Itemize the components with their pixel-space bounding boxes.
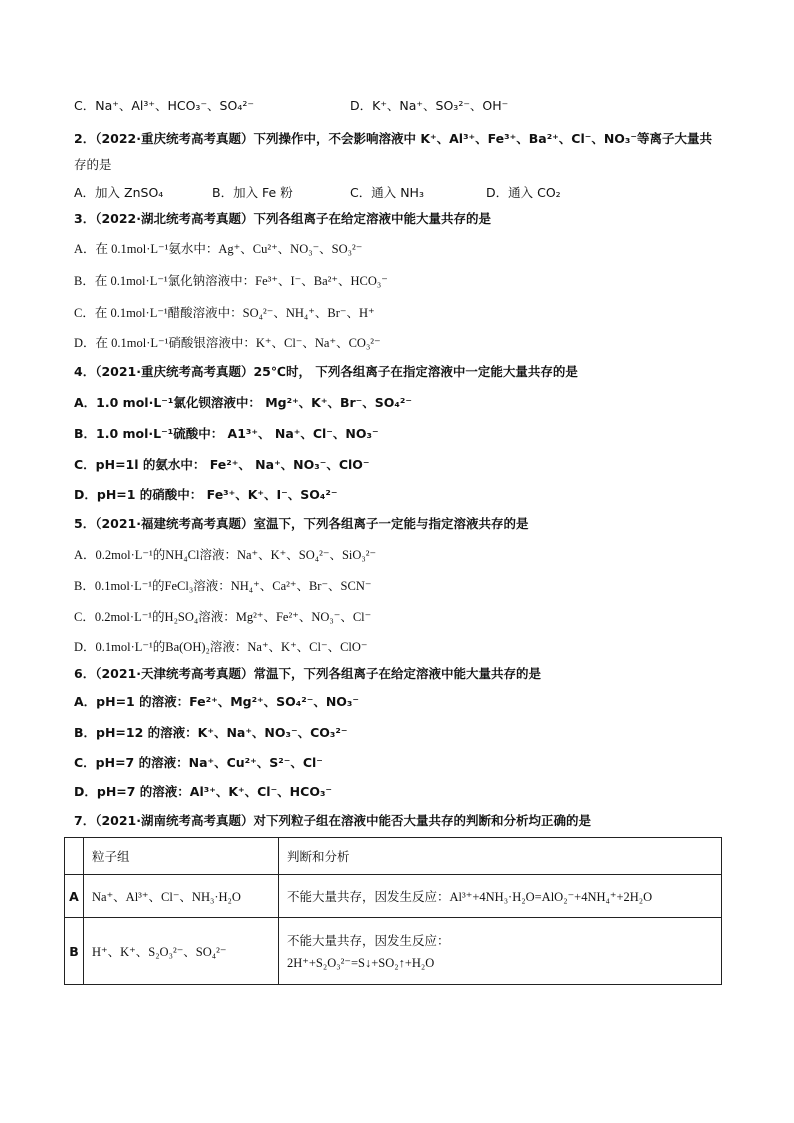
- q2-option-d: D．通入 CO₂: [486, 185, 561, 200]
- q5-option-b: B．0.1mol·L⁻¹的FeCl₃溶液：NH₄⁺、Ca²⁺、Br⁻、SCN⁻: [74, 579, 372, 593]
- row-label-a: A: [65, 875, 84, 918]
- row-b-particles: H⁺、K⁺、S₂O₃²⁻、SO₄²⁻: [84, 918, 279, 985]
- q2-option-b: B．加入 Fe 粉: [212, 185, 293, 200]
- q3-option-d: D．在 0.1mol·L⁻¹硝酸银溶液中：K⁺、Cl⁻、Na⁺、CO₃²⁻: [74, 336, 381, 350]
- q4-option-d: D．pH=1 的硝酸中： Fe³⁺、K⁺、I⁻、SO₄²⁻: [74, 487, 338, 502]
- question-2-stem: 2．（2022·重庆统考高考真题）下列操作中，不会影响溶液中 K⁺、Al³⁺、Fe³⁺、Ba²⁺、Cl⁻、NO₃⁻等离子大量共: [74, 131, 712, 146]
- table-header-particles: 粒子组: [84, 838, 279, 875]
- q5-option-d: D．0.1mol·L⁻¹的Ba(OH)₂溶液：Na⁺、K⁺、Cl⁻、ClO⁻: [74, 640, 368, 654]
- question-6-stem: 6．（2021·天津统考高考真题）常温下，下列各组离子在给定溶液中能大量共存的是: [74, 666, 541, 681]
- q2-option-c: C．通入 NH₃: [350, 185, 424, 200]
- table-header-analysis: 判断和分析: [279, 838, 722, 875]
- q6-option-c: C．pH=7 的溶液：Na⁺、Cu²⁺、S²⁻、Cl⁻: [74, 755, 323, 770]
- question-5-stem: 5．（2021·福建统考高考真题）室温下，下列各组离子一定能与指定溶液共存的是: [74, 516, 529, 531]
- table-row: [65, 918, 722, 985]
- q4-option-b: B．1.0 mol·L⁻¹硫酸中： A1³⁺、 Na⁺、Cl⁻、NO₃⁻: [74, 426, 379, 441]
- row-label-b: B: [65, 918, 84, 985]
- question-2-stem-cont: 存的是: [74, 157, 112, 172]
- table-header-row: [65, 838, 722, 875]
- q3-option-c: C．在 0.1mol·L⁻¹醋酸溶液中：SO₄²⁻、NH₄⁺、Br⁻、H⁺: [74, 306, 375, 320]
- q5-option-c: C．0.2mol·L⁻¹的H₂SO₄溶液：Mg²⁺、Fe²⁺、NO₃⁻、Cl⁻: [74, 610, 372, 624]
- q4-option-a: A．1.0 mol·L⁻¹氯化钡溶液中： Mg²⁺、K⁺、Br⁻、SO₄²⁻: [74, 395, 412, 410]
- question-7-stem: 7．（2021·湖南统考高考真题）对下列粒子组在溶液中能否大量共存的判断和分析均正确的是: [74, 813, 591, 828]
- q1-option-c: C．Na⁺、Al³⁺、HCO₃⁻、SO₄²⁻: [74, 98, 254, 113]
- row-a-analysis: 不能大量共存，因发生反应：Al³⁺+4NH₃·H₂O=AlO₂⁻+4NH₄⁺+2H₂O: [279, 875, 722, 918]
- question-4-stem: 4．（2021·重庆统考高考真题）25℃时， 下列各组离子在指定溶液中一定能大量共存的是: [74, 364, 578, 379]
- q5-option-a: A．0.2mol·L⁻¹的NH₄Cl溶液：Na⁺、K⁺、SO₄²⁻、SiO₃²⁻: [74, 548, 377, 562]
- q4-option-c: C．pH=1l 的氨水中： Fe²⁺、 Na⁺、NO₃⁻、ClO⁻: [74, 457, 370, 472]
- row-b-analysis: [279, 918, 722, 985]
- q1-option-d: D．K⁺、Na⁺、SO₃²⁻、OH⁻: [350, 98, 509, 113]
- row-b-analysis-line1: 不能大量共存，因发生反应：: [287, 934, 450, 948]
- table-row: [65, 875, 722, 918]
- q2-option-a: A．加入 ZnSO₄: [74, 185, 164, 200]
- q6-option-d: D．pH=7 的溶液：Al³⁺、K⁺、Cl⁻、HCO₃⁻: [74, 784, 333, 799]
- q3-option-a: A．在 0.1mol·L⁻¹氨水中：Ag⁺、Cu²⁺、NO₃⁻、SO₃²⁻: [74, 242, 363, 256]
- q6-option-b: B．pH=12 的溶液：K⁺、Na⁺、NO₃⁻、CO₃²⁻: [74, 725, 348, 740]
- question-3-stem: 3．（2022·湖北统考高考真题）下列各组离子在给定溶液中能大量共存的是: [74, 211, 491, 226]
- q7-table: [64, 837, 722, 985]
- table-header-blank: [65, 838, 84, 875]
- q3-option-b: B．在 0.1mol·L⁻¹氯化钠溶液中：Fe³⁺、I⁻、Ba²⁺、HCO₃⁻: [74, 274, 388, 288]
- row-b-analysis-line2: 2H⁺+S₂O₃²⁻=S↓+SO₂↑+H₂O: [287, 956, 435, 970]
- q6-option-a: A．pH=1 的溶液：Fe²⁺、Mg²⁺、SO₄²⁻、NO₃⁻: [74, 694, 359, 709]
- row-a-particles: Na⁺、Al³⁺、Cl⁻、NH₃·H₂O: [84, 875, 279, 918]
